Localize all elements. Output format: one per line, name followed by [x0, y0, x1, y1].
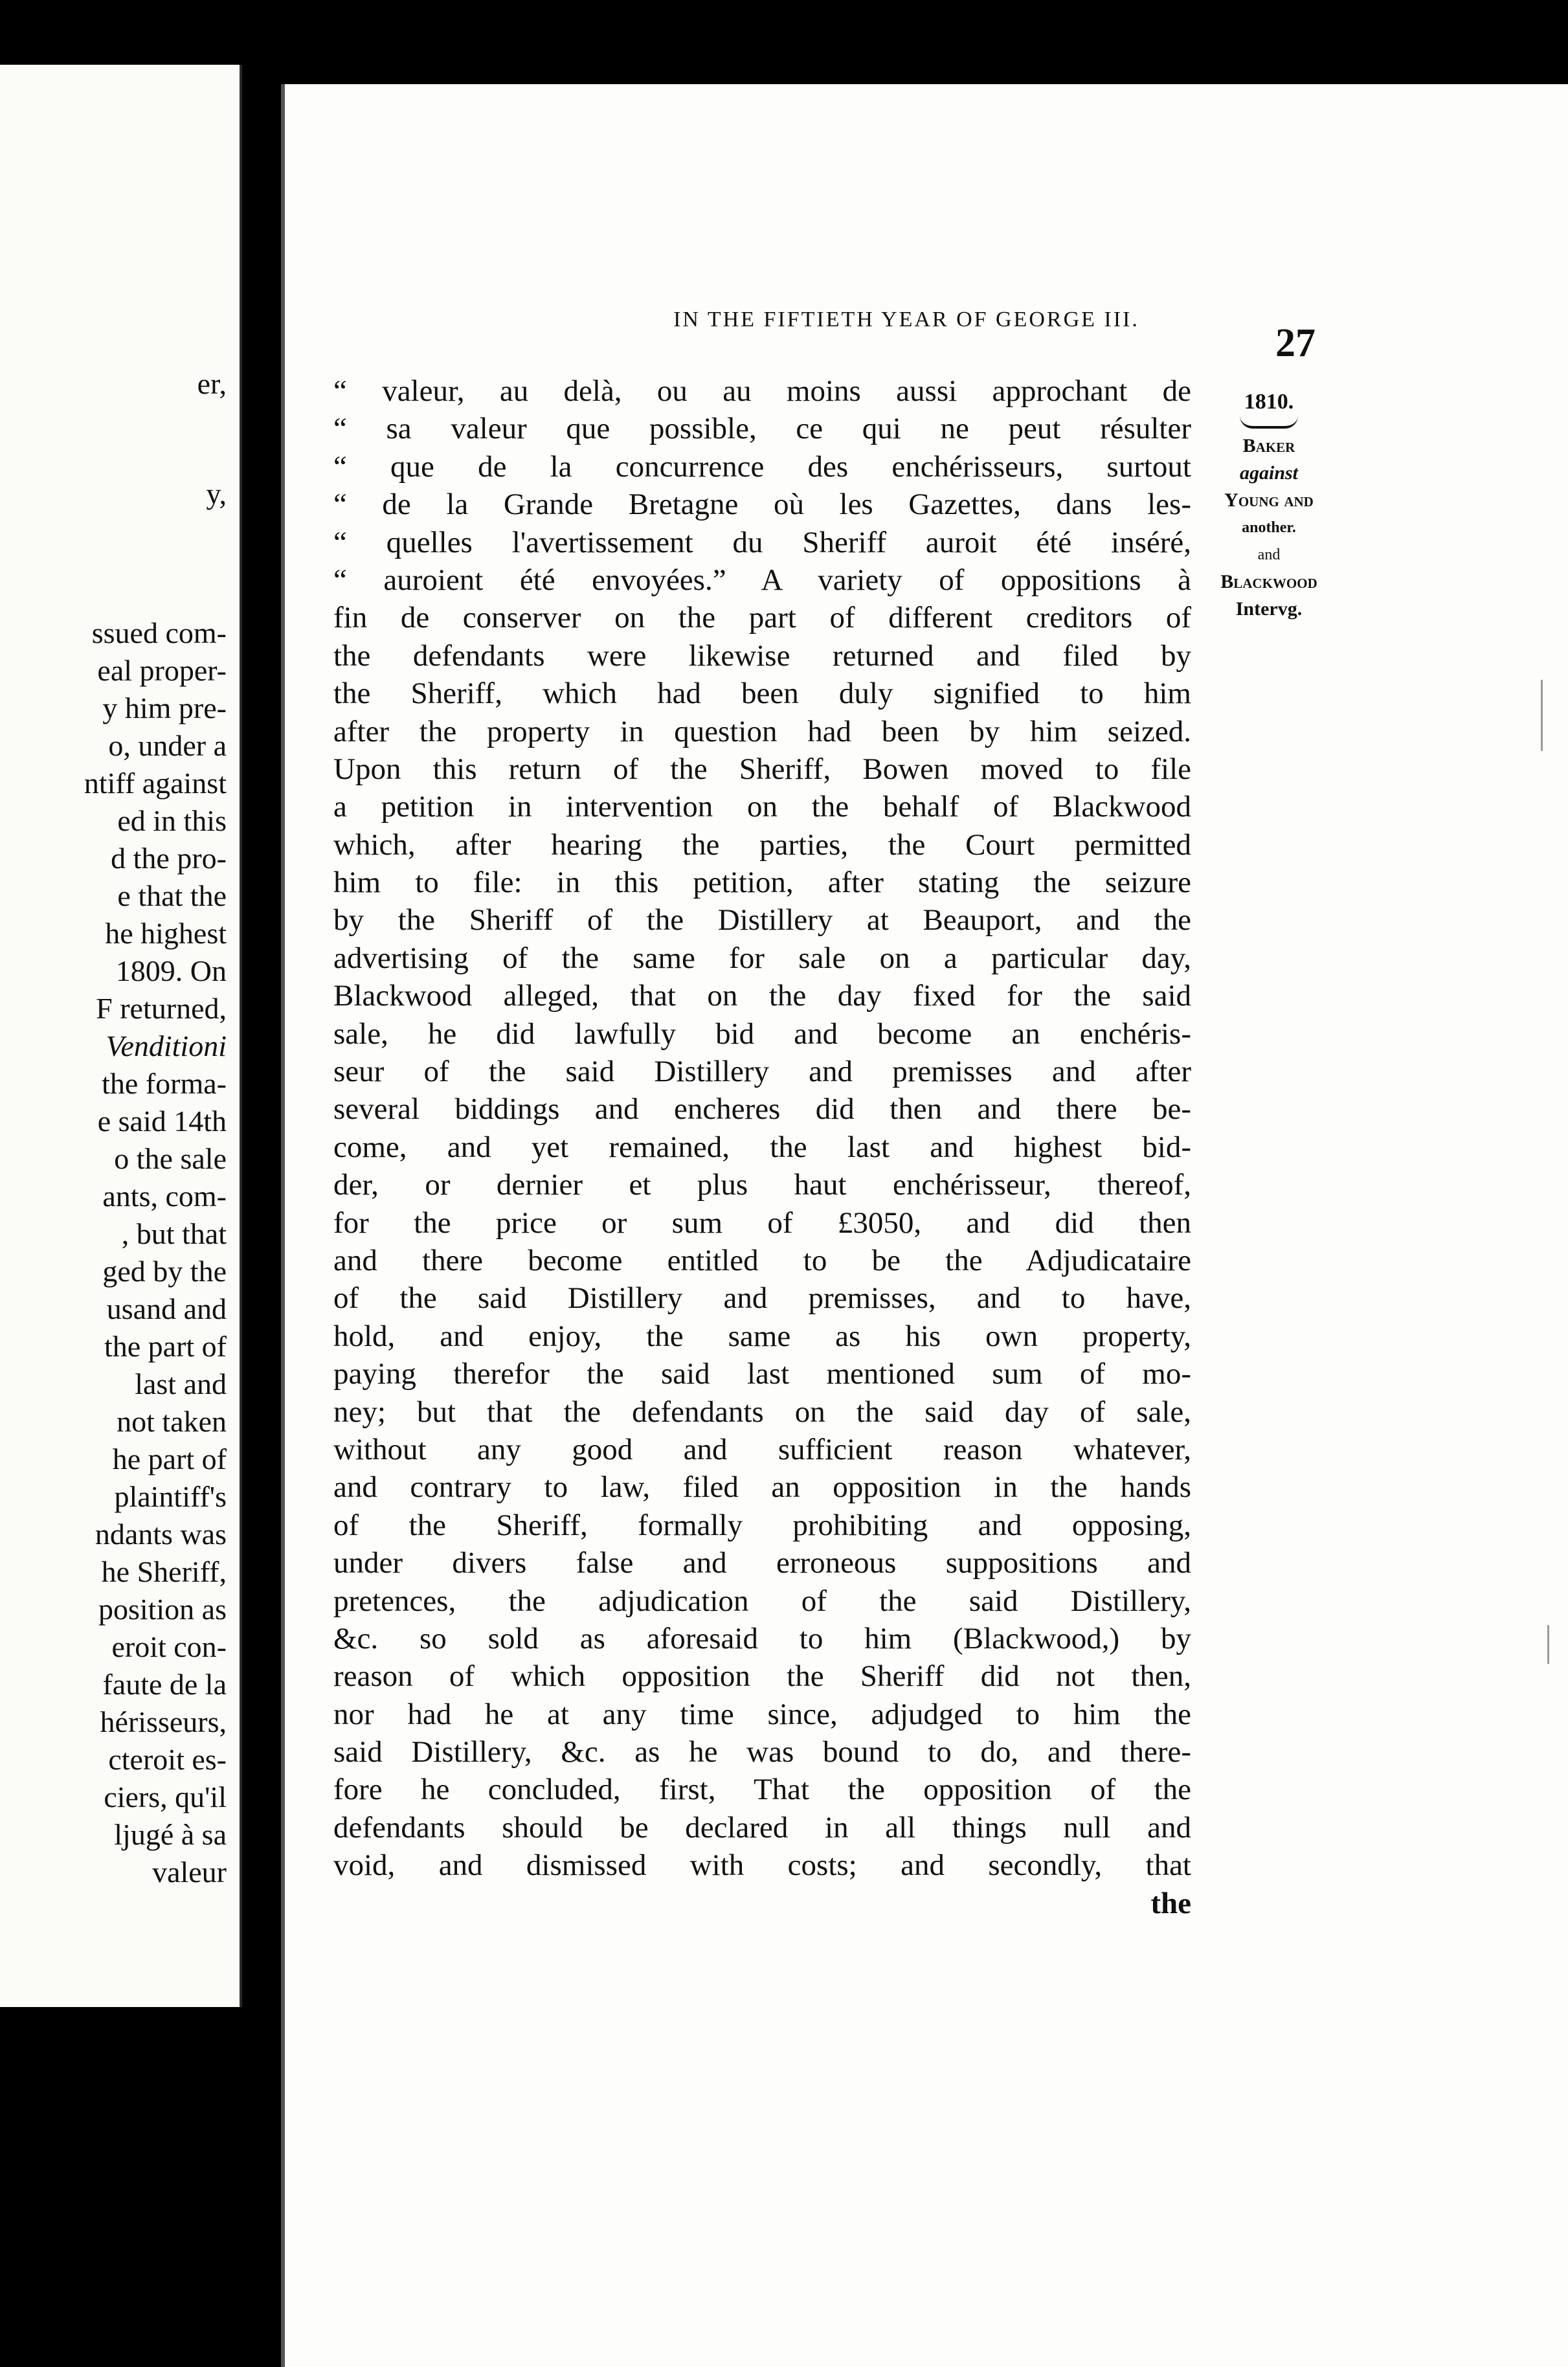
left-line: not taken — [117, 1405, 227, 1438]
text-line: said Distillery, &c. as he was bound to do, and there- — [333, 1735, 1191, 1769]
catchword: the — [1150, 1886, 1191, 1920]
text-line: “ de la Grande Bretagne où les Gazettes, dans les- — [333, 488, 1191, 522]
left-line: ndants was — [95, 1518, 227, 1551]
margin-note-party: Young and — [1224, 489, 1314, 511]
scan-mark — [1547, 1625, 1549, 1664]
left-line: ntiff against — [84, 767, 227, 800]
left-line: plaintiff's — [114, 1480, 227, 1513]
left-line: o, under a — [108, 729, 227, 762]
text-line: fore he concluded, first, That the opposition of the — [333, 1773, 1191, 1807]
margin-note-party: Blackwood — [1220, 571, 1317, 592]
left-line: er, — [197, 367, 227, 400]
left-line: he highest — [105, 917, 227, 950]
text-line: defendants should be declared in all things null and — [333, 1810, 1191, 1845]
text-line: under divers false and erroneous suppositions and — [333, 1546, 1191, 1580]
text-line: which, after hearing the parties, the Court permitted — [333, 827, 1191, 862]
text-line: fin de conserver on the part of different creditors of — [333, 601, 1191, 635]
text-line: by the Sheriff of the Distillery at Beauport, and the — [333, 903, 1191, 937]
left-line: , but that — [121, 1217, 227, 1250]
text-line: “ que de la concurrence des enchérisseurs, surtout — [333, 449, 1191, 484]
left-line: 1809. On — [115, 954, 227, 987]
text-line: void, and dismissed with costs; and secondly, that — [333, 1848, 1191, 1883]
text-line: and contrary to law, filed an opposition in the hands — [333, 1470, 1191, 1505]
left-line: the forma- — [102, 1067, 227, 1100]
left-line: faute de la — [102, 1668, 227, 1701]
left-line: eal proper- — [97, 654, 227, 687]
text-line: “ auroient été envoyées.” A variety of oppositions à — [333, 563, 1191, 597]
text-line: and there become entitled to be the Adjudicataire — [333, 1243, 1191, 1277]
left-line: F returned, — [96, 992, 227, 1025]
text-line: advertising of the same for sale on a particular day, — [333, 941, 1191, 975]
left-line: Venditioni — [106, 1029, 227, 1062]
left-line: he Sheriff, — [101, 1555, 227, 1588]
left-line: y, — [206, 477, 227, 510]
brace-mark — [1240, 416, 1298, 429]
left-line: hérisseurs, — [100, 1705, 227, 1738]
margin-note-another: another. — [1242, 519, 1296, 536]
facing-page — [0, 65, 242, 2007]
left-line: ants, com- — [102, 1180, 227, 1213]
margin-note-and: and — [1257, 546, 1281, 563]
left-line: y him pre- — [102, 691, 227, 724]
left-line: ged by the — [102, 1255, 227, 1288]
text-line: him to file: in this petition, after stating the seizure — [333, 866, 1191, 900]
text-line: ney; but that the defendants on the said day of sale, — [333, 1395, 1191, 1429]
text-line: “ valeur, au delà, ou au moins aussi approchant de — [333, 374, 1191, 408]
text-line: &c. so sold as aforesaid to him (Blackwood,) by — [333, 1621, 1191, 1655]
text-line: come, and yet remained, the last and highest bid- — [333, 1130, 1191, 1164]
left-line: e said 14th — [97, 1105, 227, 1138]
margin-note-against: against — [1239, 462, 1299, 484]
left-line: o the sale — [114, 1142, 227, 1175]
left-line: position as — [98, 1593, 227, 1626]
left-line: eroit con- — [111, 1630, 227, 1663]
margin-note-year: 1810. — [1244, 390, 1294, 414]
left-line: valeur — [152, 1856, 227, 1889]
left-line: last and — [135, 1367, 227, 1400]
text-line: hold, and enjoy, the same as his own property, — [333, 1319, 1191, 1353]
text-line: sale, he did lawfully bid and become an enchéris- — [333, 1016, 1191, 1051]
margin-note-party: Baker — [1242, 435, 1295, 456]
text-line: after the property in question had been by him seized. — [333, 714, 1191, 748]
text-line: a petition in intervention on the behalf of Blackwood — [333, 790, 1191, 824]
left-line: ssued com- — [91, 616, 227, 649]
left-line: usand and — [106, 1292, 227, 1325]
scan-mark — [1541, 680, 1543, 751]
text-line: without any good and sufficient reason whatever, — [333, 1432, 1191, 1466]
text-line: “ quelles l'avertissement du Sheriff auroit été inséré, — [333, 525, 1191, 559]
left-line: d the pro- — [111, 842, 227, 875]
left-line: he part of — [112, 1442, 227, 1475]
margin-note — [1194, 388, 1343, 623]
text-line: pretences, the adjudication of the said Distillery, — [333, 1584, 1191, 1618]
left-line: ciers, qu'il — [104, 1780, 227, 1813]
body-text — [333, 372, 1191, 1922]
page-number: 27 — [1275, 321, 1316, 365]
left-line: ljugé à sa — [114, 1818, 227, 1851]
text-line: several biddings and encheres did then and there be- — [333, 1092, 1191, 1127]
text-line: paying therefor the said last mentioned sum of mo- — [333, 1357, 1191, 1391]
running-head: IN THE FIFTIETH YEAR OF GEORGE III. — [673, 308, 1139, 331]
margin-note-intervenant: Intervg. — [1235, 598, 1303, 620]
text-line: “ sa valeur que possible, ce qui ne peut résulter — [333, 412, 1191, 446]
left-line: ed in this — [117, 804, 227, 837]
text-line: der, or dernier et plus haut enchérisseur, thereof, — [333, 1168, 1191, 1202]
text-line: the Sheriff, which had been duly signified to him — [333, 677, 1191, 711]
text-line: Upon this return of the Sheriff, Bowen moved to file — [333, 752, 1191, 786]
text-line: of the said Distillery and premisses, and to have, — [333, 1281, 1191, 1316]
text-line: for the price or sum of £3050, and did then — [333, 1206, 1191, 1240]
text-line: nor had he at any time since, adjudged to him the — [333, 1697, 1191, 1731]
left-line: the part of — [104, 1330, 227, 1363]
text-line: Blackwood alleged, that on the day fixed for the said — [333, 979, 1191, 1013]
left-line: cteroit es- — [108, 1743, 227, 1776]
text-line: seur of the said Distillery and premisses and after — [333, 1055, 1191, 1089]
text-line: the defendants were likewise returned and filed by — [333, 638, 1191, 673]
text-line: reason of which opposition the Sheriff did not then, — [333, 1659, 1191, 1694]
left-line: e that the — [117, 879, 227, 912]
text-line: of the Sheriff, formally prohibiting and opposing, — [333, 1508, 1191, 1542]
book-page — [285, 84, 1568, 2367]
